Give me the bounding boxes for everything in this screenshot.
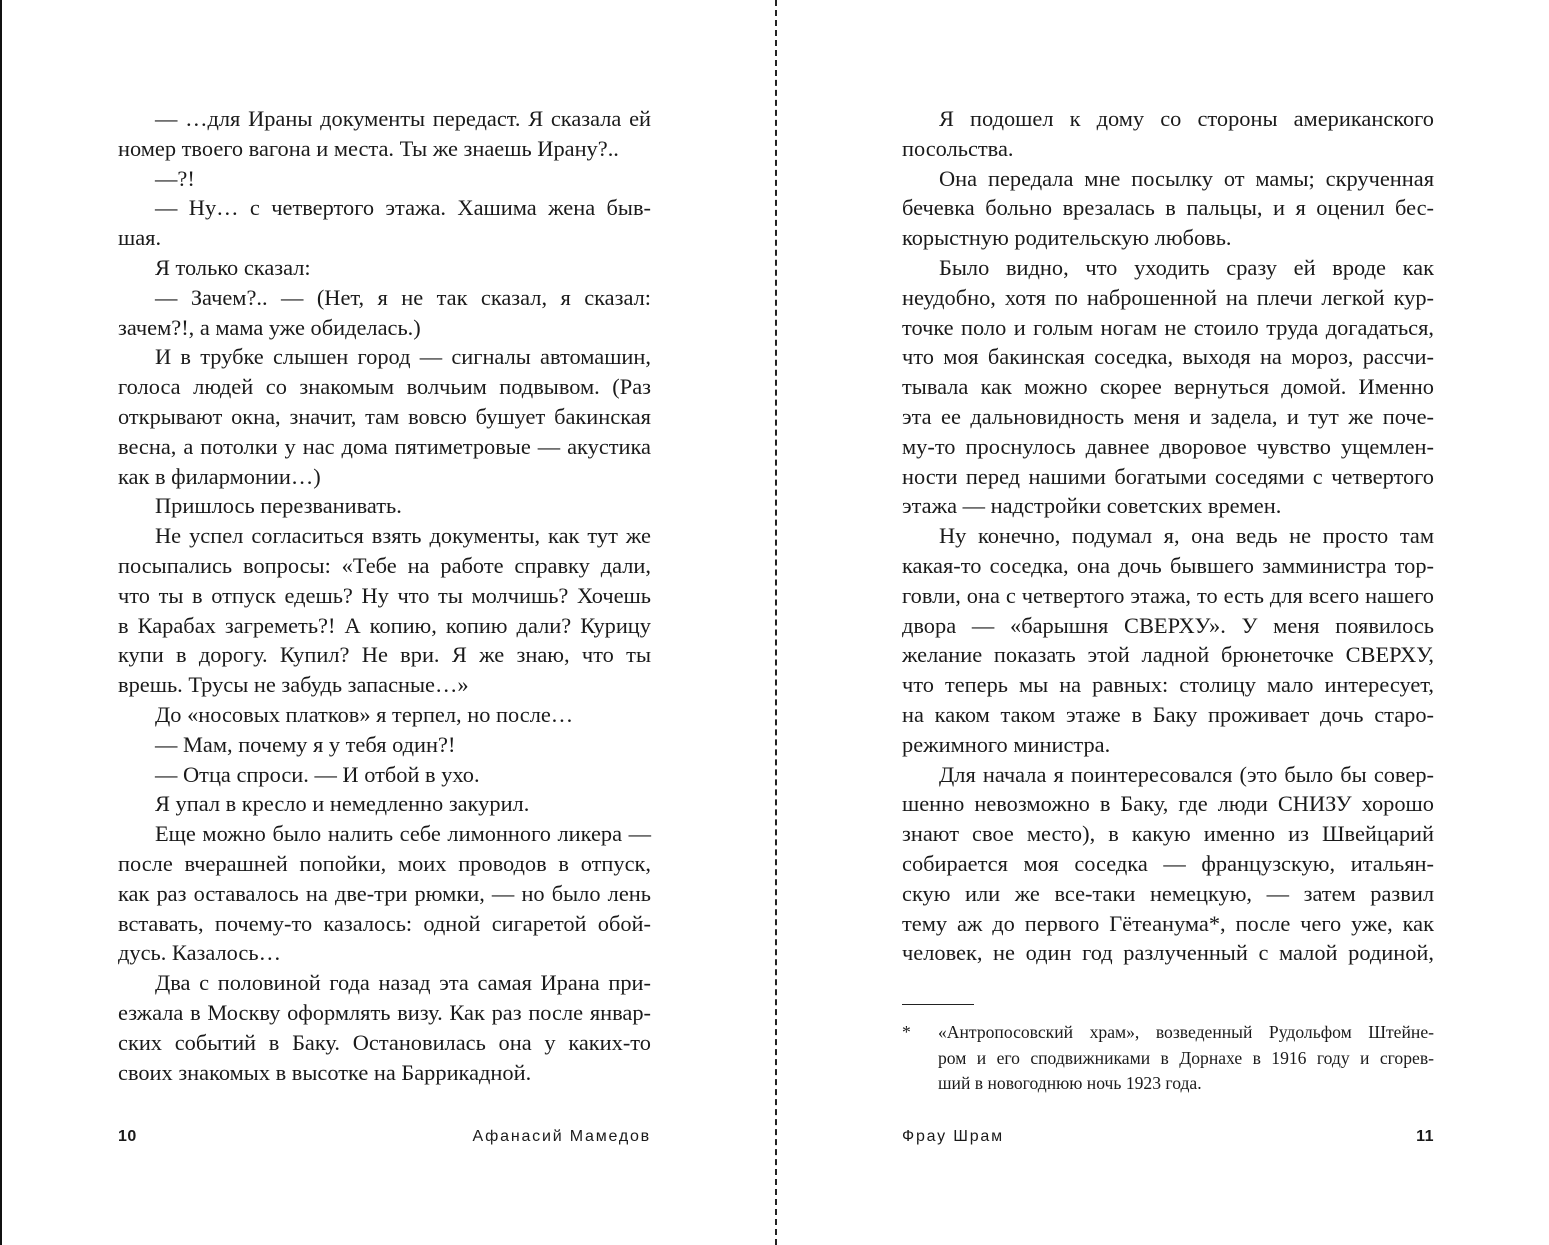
text-line: тему аж до первого Гётеанума*, после чего уже, как: [902, 910, 1434, 936]
text-line: тывала как можно скорее вернуться домой. Именно: [902, 374, 1434, 400]
text-line: Было видно, что уходить сразу ей вроде как: [939, 254, 1434, 280]
book-spine-divider: [775, 0, 777, 1245]
left-running-head: Афанасий Мамедов: [472, 1128, 651, 1145]
text-line: собирается моя соседка — французскую, итальян-: [902, 850, 1434, 876]
text-line: неудобно, хотя по наброшенной на плечи легкой кур-: [902, 284, 1434, 310]
page-edge: [0, 0, 2, 1245]
text-line: эта ее дальновидность меня и задела, и тут же поче-: [902, 403, 1434, 429]
text-line: Я подошел к дому со стороны американского: [939, 106, 1434, 131]
text-line: — Зачем?.. — (Нет, я не так сказал, я сказал:: [155, 284, 651, 310]
text-line: посольства.: [902, 135, 1014, 161]
text-line: своих знакомых в высотке на Баррикадной.: [118, 1059, 532, 1085]
text-line: Я только сказал:: [155, 254, 311, 280]
left-page-number: 10: [118, 1128, 137, 1145]
text-line: зачем?!, а мама уже обиделась.): [118, 314, 421, 340]
text-line: врешь. Трусы не забудь запасные…»: [118, 672, 469, 698]
text-line: му-то проснулось давнее дворовое чувство ущемлен-: [902, 433, 1434, 459]
footnote-text: [938, 1020, 1434, 1097]
text-line: Два с половиной года назад эта самая Ирана при-: [155, 970, 651, 996]
text-line: — Ну… с четвертого этажа. Хашима жена быв-: [155, 195, 651, 221]
right-page-body: [902, 104, 1434, 968]
text-line: —?!: [155, 165, 195, 191]
text-line: езжала в Москву оформлять визу. Как раз после январ-: [118, 999, 651, 1025]
text-line: Ну конечно, подумал я, она ведь не просто там: [939, 523, 1434, 549]
text-line: в Карабах загреметь?! А копию, копию дали? Курицу: [118, 612, 651, 638]
text-line: — Мам, почему я у тебя один?!: [155, 731, 456, 757]
text-line: вставать, почему-то казалось: одной сигаретой обой-: [118, 910, 651, 936]
text-line: желание показать этой ладной брюнеточке СВЕРХУ,: [902, 642, 1434, 668]
text-line: что моя бакинская соседка, выходя на мороз, рассчи-: [902, 344, 1434, 370]
left-page-body: [118, 104, 651, 1087]
right-page-number: 11: [1416, 1128, 1434, 1145]
text-line: Не успел согласиться взять документы, как тут же: [155, 523, 651, 549]
text-line: человек, не один год разлученный с малой родиной,: [902, 940, 1434, 966]
text-line: голоса людей со знакомым волчьим подвывом. (Раз: [118, 374, 651, 400]
text-line: бечевка больно врезалась в пальцы, и я оценил бес-: [902, 195, 1434, 221]
text-line: ший в новогоднюю ночь 1923 года.: [938, 1073, 1202, 1093]
text-line: шая.: [118, 225, 162, 251]
text-line: шенно невозможно в Баку, где люди СНИЗУ хорошо: [902, 791, 1434, 817]
text-line: открывают окна, значит, там вовсю бушует бакинская: [118, 403, 651, 429]
text-line: на каком таком этаже в Баку проживает дочь старо-: [902, 701, 1434, 727]
text-line: Для начала я поинтересовался (это было бы совер-: [939, 761, 1434, 787]
text-line: дусь. Казалось…: [118, 940, 281, 966]
text-line: корыстную родительскую любовь.: [902, 225, 1232, 251]
text-line: Еще можно было налить себе лимонного ликера —: [155, 821, 651, 847]
right-running-head: Фрау Шрам: [902, 1128, 1004, 1145]
text-line: посыпались вопросы: «Тебе на работе справку дали,: [118, 552, 651, 578]
text-line: — …для Ираны документы передаст. Я сказала ей: [155, 106, 651, 131]
text-line: Пришлось перезванивать.: [155, 493, 402, 519]
text-line: говли, она с четвертого этажа, то есть для всего нашего: [902, 582, 1434, 608]
text-line: как раз оставалось на две-три рюмки, — но было лень: [118, 880, 651, 906]
text-line: как в филармонии…): [118, 463, 321, 489]
text-line: режимного министра.: [902, 731, 1111, 757]
footnote-separator: [902, 1004, 974, 1005]
text-line: купи в дорогу. Купил? Не ври. Я же знаю, что ты: [118, 642, 651, 668]
text-line: До «носовых платков» я терпел, но после…: [155, 701, 574, 727]
footnote: [902, 1020, 1434, 1097]
text-line: И в трубке слышен город — сигналы автомашин,: [155, 344, 651, 370]
text-line: знают свое место), в какую именно из Швейцарий: [902, 821, 1434, 847]
text-line: что теперь мы на равных: столицу мало интересует,: [902, 672, 1434, 698]
text-line: точке поло и голым ногам не стоило труда догадаться,: [902, 314, 1434, 340]
text-line: ром и его сподвижниками в Дорнахе в 1916 году и сгорев-: [938, 1047, 1434, 1068]
text-line: ности перед нашими богатыми соседями с четвертого: [902, 463, 1434, 489]
text-line: какая-то соседка, она дочь бывшего замминистра тор-: [902, 552, 1434, 578]
text-line: ских событий в Баку. Остановилась она у каких-то: [118, 1029, 651, 1055]
text-line: двора — «барышня СВЕРХУ». У меня появилось: [902, 612, 1434, 638]
text-line: этажа — надстройки советских времен.: [902, 493, 1282, 519]
footnote-marker: *: [902, 1022, 911, 1042]
text-line: номер твоего вагона и места. Ты же знаешь Ирану?..: [118, 135, 619, 161]
text-line: Она передала мне посылку от мамы; скрученная: [939, 165, 1434, 191]
text-line: «Антропосовский храм», возведенный Рудольфом Штейне-: [938, 1022, 1434, 1042]
text-line: — Отца спроси. — И отбой в ухо.: [155, 761, 480, 787]
text-line: весна, а потолки у нас дома пятиметровые — акустика: [118, 433, 651, 459]
text-line: скую или же все-таки немецкую, — затем развил: [902, 880, 1434, 906]
text-line: после вчерашней попойки, моих проводов в отпуск,: [118, 850, 651, 876]
text-line: Я упал в кресло и немедленно закурил.: [155, 791, 530, 817]
text-line: что ты в отпуск едешь? Ну что ты молчишь? Хочешь: [118, 582, 651, 608]
